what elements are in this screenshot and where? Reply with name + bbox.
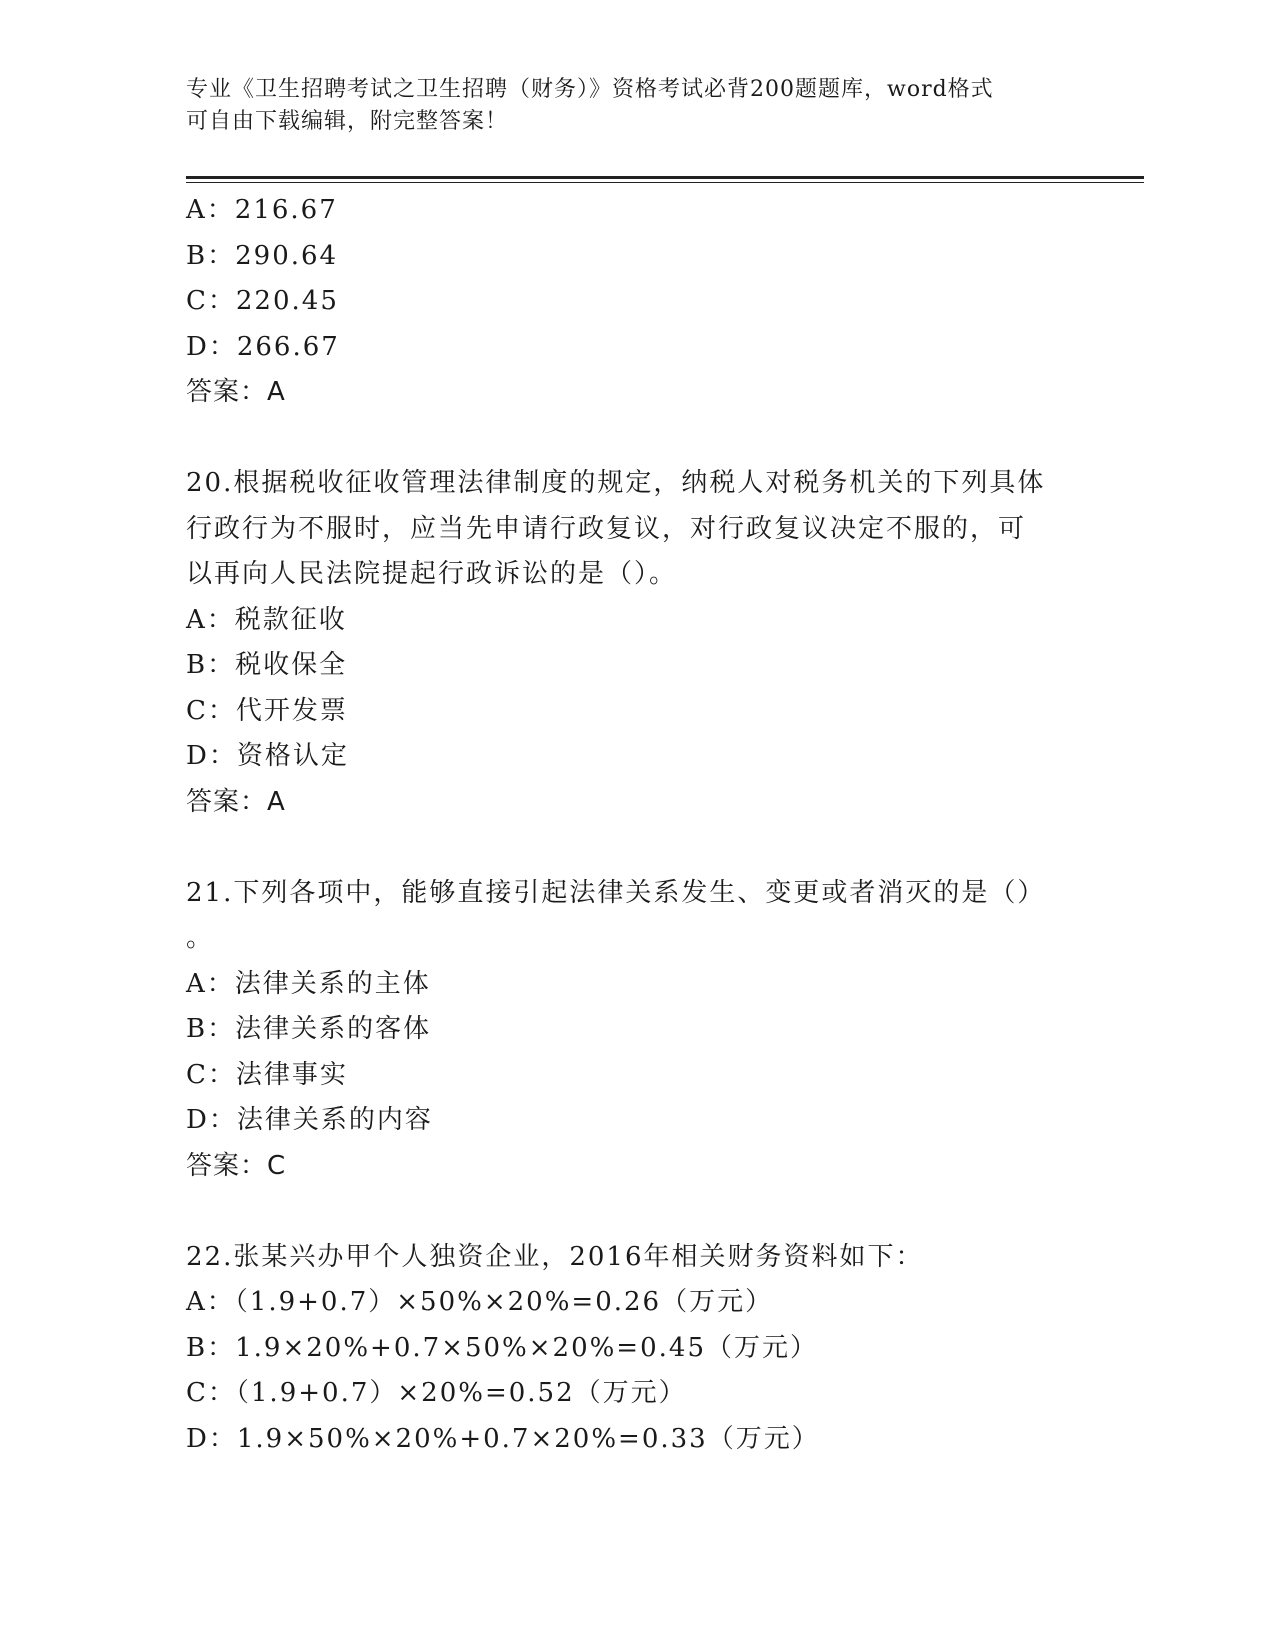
question-stem-line: 20.根据税收征收管理法律制度的规定，纳税人对税务机关的下列具体 [186,468,1046,498]
question-22 [186,1235,1086,1463]
question-19 [186,188,1086,416]
answer: 答案：A [186,377,286,407]
spacer [186,416,1086,462]
option-a: A：216.67 [186,195,338,225]
question-stem-line: 22.张某兴办甲个人独资企业，2016年相关财务资料如下： [186,1241,924,1272]
option-c: C：（1.9+0.7）×20%=0.52（万元） [186,1378,687,1408]
option-c: C：法律事实 [186,1059,348,1090]
option-b: B：290.64 [186,240,339,271]
question-20 [186,461,1086,825]
header-divider-thick [186,176,1144,179]
option-d: D：资格认定 [186,741,349,771]
option-a: A：法律关系的主体 [186,968,431,999]
option-a: A：税款征收 [186,604,347,635]
spacer [186,825,1086,871]
option-c: C：代开发票 [186,695,348,726]
question-stem-line: 。 [186,923,215,953]
spacer [186,1189,1086,1235]
question-stem-line: 21.下列各项中，能够直接引起法律关系发生、变更或者消灭的是（） [186,877,1046,908]
option-d: D：266.67 [186,331,340,362]
answer: 答案：A [186,786,286,817]
header-line-2: 可自由下载编辑，附完整答案！ [186,109,509,134]
answer: 答案：C [186,1150,287,1181]
header-divider-thin [186,182,1144,183]
option-c: C：220.45 [186,286,339,316]
header-line-1: 专业《卫生招聘考试之卫生招聘（财务）》资格考试必背200题题库，word格式 [186,77,994,102]
question-stem-line: 行政行为不服时，应当先申请行政复议，对行政复议决定不服的，可 [186,513,1027,544]
document-header [186,74,1086,138]
option-b: B：法律关系的客体 [186,1014,432,1044]
option-d: D：1.9×50%×20%+0.7×20%=0.33（万元） [186,1423,820,1454]
option-b: B：1.9×20%+0.7×50%×20%=0.45（万元） [186,1332,818,1363]
option-a: A：（1.9+0.7）×50%×20%=0.26（万元） [186,1287,774,1317]
option-b: B：税收保全 [186,650,348,680]
question-list [186,188,1086,1462]
question-stem-line: 以再向人民法院提起行政诉讼的是（）。 [186,559,678,589]
option-d: D：法律关系的内容 [186,1105,433,1135]
question-21 [186,871,1086,1190]
